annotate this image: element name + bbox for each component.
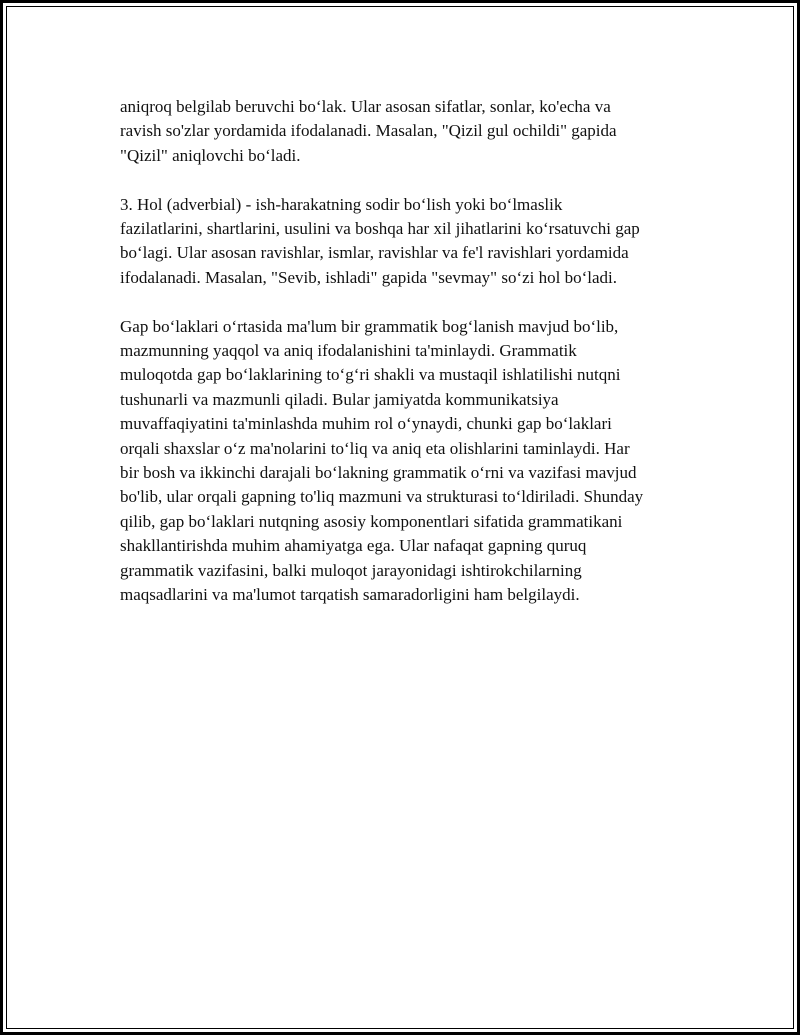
text-line: aniqroq belgilab beruvchi boʻlak. Ular asosan sifatlar, sonlar, ko'echa va xyxy=(120,97,611,116)
text-line: muloqotda gap boʻlaklarining toʻgʻri shakli va mustaqil ishlatilishi nutqni xyxy=(120,365,621,385)
text-line: ifodalanadi. Masalan, "Sevib, ishladi" gapida "sevmay" soʻzi hol boʻladi. xyxy=(120,267,618,287)
text-line: shakllantirishda muhim ahamiyatga ega. Ular nafaqat gapning quruq xyxy=(120,536,587,556)
text-line: "Qizil" aniqlovchi boʻladi. xyxy=(120,145,301,165)
text-line: 3. Hol (adverbial) - ish-harakatning sodir boʻlish yoki boʻlmaslik xyxy=(120,194,563,214)
paragraph-aniqlovchi-continuation xyxy=(120,95,705,168)
text-line: orqali shaxslar oʻz ma'nolarini toʻliq va aniq eta olishlarini taminlaydi. Har xyxy=(120,438,630,458)
text-line: bo'lib, ular orqali gapning to'liq mazmuni va strukturasi toʻldiriladi. Shunday xyxy=(120,487,644,507)
text-line: ravish so'zlar yordamida ifodalanadi. Masalan, "Qizil gul ochildi" gapida xyxy=(120,121,617,141)
text-line: fazilatlarini, shartlarini, usulini va boshqa har xil jihatlarini koʻrsatuvchi gap xyxy=(120,219,640,239)
text-line: tushunarli va mazmunli qiladi. Bular jamiyatda kommunikatsiya xyxy=(120,389,559,409)
text-line: Gap boʻlaklari oʻrtasida ma'lum bir grammatik bogʻlanish mavjud boʻlib, xyxy=(120,316,619,336)
text-line: bir bosh va ikkinchi darajali boʻlakning grammatik oʻrni va vazifasi mavjud xyxy=(120,463,637,483)
text-line: grammatik vazifasini, balki muloqot jarayonidagi ishtirokchilarning xyxy=(120,560,582,580)
text-line: mazmunning yaqqol va aniq ifodalanishini ta'minlaydi. Grammatik xyxy=(120,341,577,361)
document-body xyxy=(120,95,705,632)
text-line: boʻlagi. Ular asosan ravishlar, ismlar, ravishlar va fe'l ravishlari yordamida xyxy=(120,243,629,263)
paragraph-hol xyxy=(120,193,705,291)
text-line: muvaffaqiyatini ta'minlashda muhim rol oʻynaydi, chunki gap boʻlaklari xyxy=(120,414,612,434)
text-line: maqsadlarini va ma'lumot tarqatish samaradorligini ham belgilaydi. xyxy=(120,585,580,605)
paragraph-conclusion xyxy=(120,315,705,608)
text-line: qilib, gap boʻlaklari nutqning asosiy komponentlari sifatida grammatikani xyxy=(120,511,623,531)
